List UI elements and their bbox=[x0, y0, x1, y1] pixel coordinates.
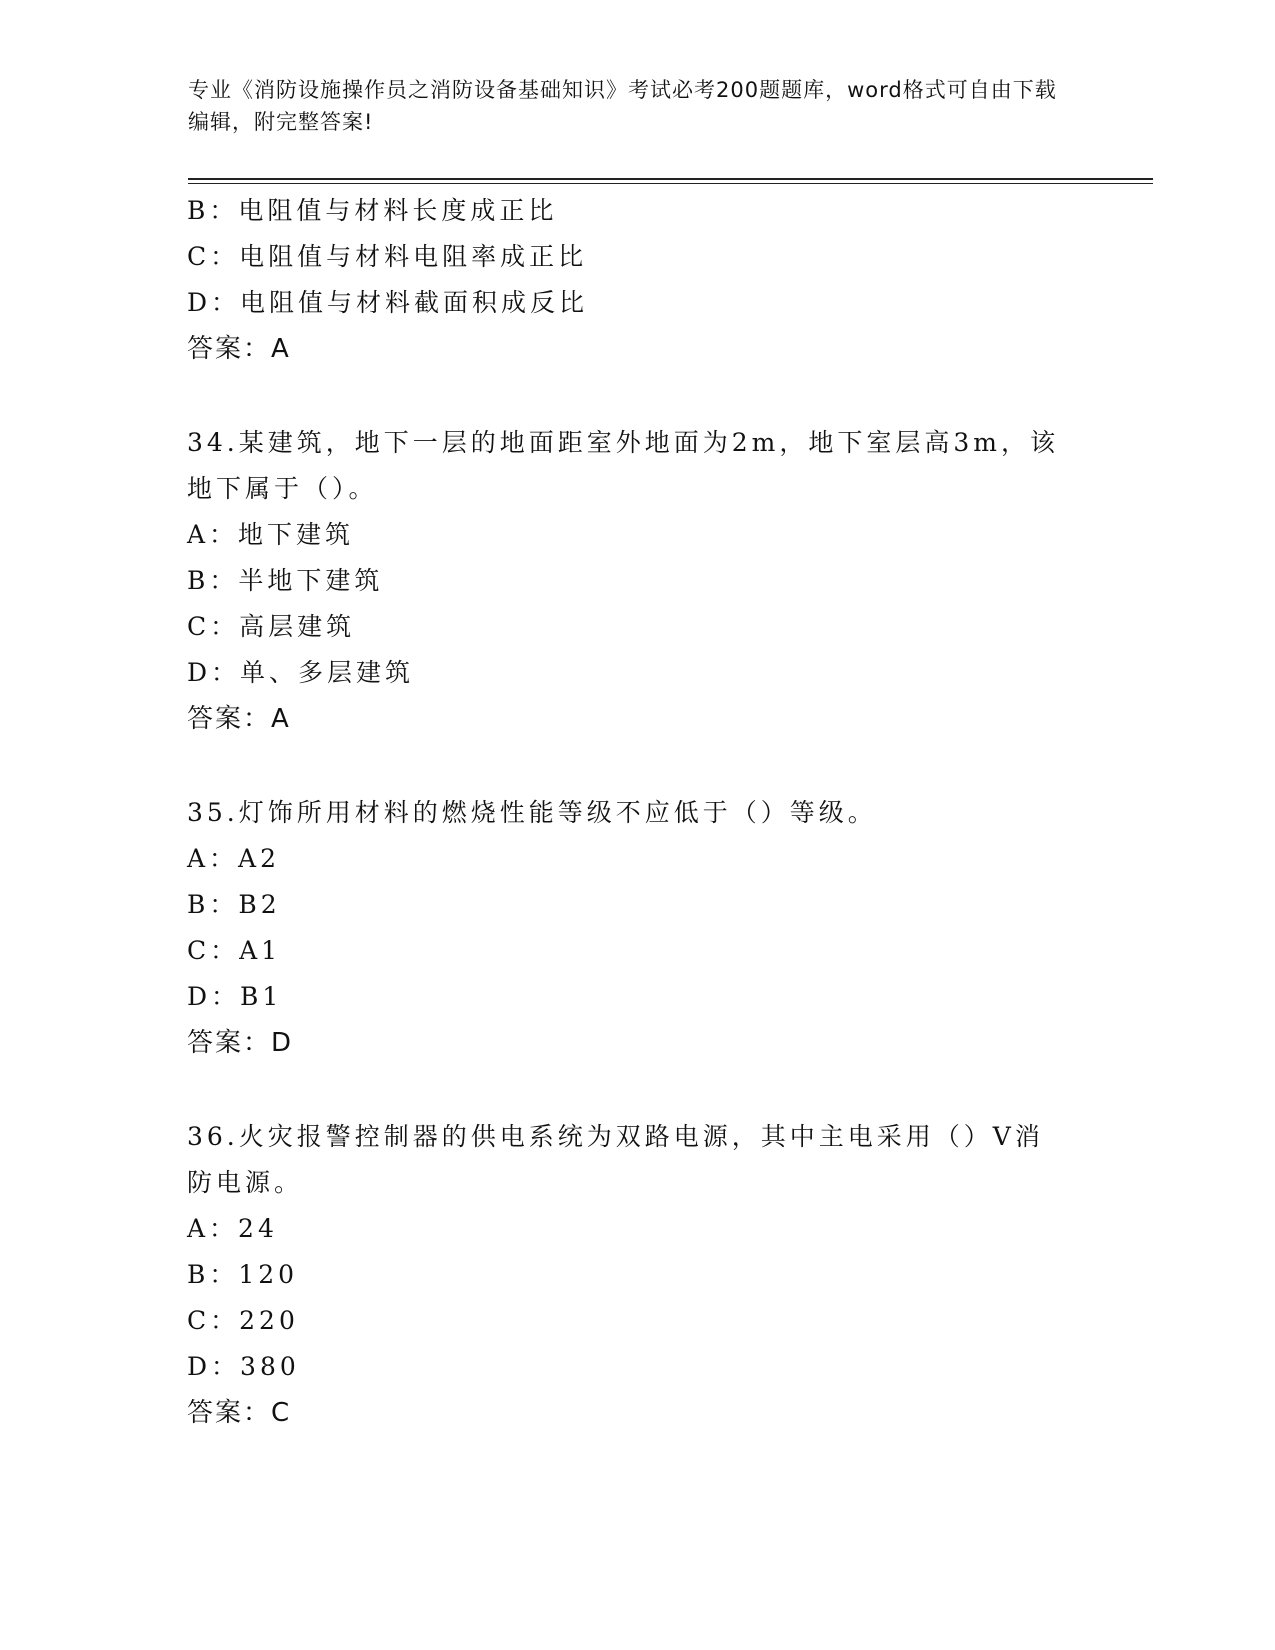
option-d: D：单、多层建筑 bbox=[187, 658, 415, 687]
option-d: D：380 bbox=[187, 1352, 300, 1381]
option-c: C：220 bbox=[187, 1306, 299, 1335]
header-rule-thin bbox=[188, 183, 1153, 184]
answer: 答案：A bbox=[187, 334, 291, 364]
option-c: C：电阻值与材料电阻率成正比 bbox=[187, 242, 588, 271]
question-33-continued bbox=[187, 188, 1087, 372]
option-a: A：地下建筑 bbox=[187, 520, 355, 549]
option-b: B：B2 bbox=[187, 890, 281, 919]
spacer bbox=[187, 742, 1087, 790]
question-text: 36.火灾报警控制器的供电系统为双路电源，其中主电采用（）V消防电源。 bbox=[187, 1122, 1044, 1197]
question-list bbox=[187, 188, 1087, 1436]
question-text: 35.灯饰所用材料的燃烧性能等级不应低于（）等级。 bbox=[187, 798, 877, 827]
answer: 答案：C bbox=[187, 1398, 292, 1428]
document-header: 专业《消防设施操作员之消防设备基础知识》考试必考200题题库，word格式可自由下载编辑，附完整答案! bbox=[188, 78, 1057, 134]
option-a: A：24 bbox=[187, 1214, 278, 1243]
option-b: B：半地下建筑 bbox=[187, 566, 384, 595]
header-rule-thick bbox=[188, 178, 1153, 180]
question-34 bbox=[187, 420, 1087, 742]
option-c: C：A1 bbox=[187, 936, 282, 965]
answer: 答案：D bbox=[187, 1028, 294, 1058]
question-36 bbox=[187, 1114, 1087, 1436]
option-c: C：高层建筑 bbox=[187, 612, 356, 641]
question-35 bbox=[187, 790, 1087, 1066]
option-d: D：B1 bbox=[187, 982, 283, 1011]
spacer bbox=[187, 1066, 1087, 1114]
answer: 答案：A bbox=[187, 704, 291, 734]
option-b: B：120 bbox=[187, 1260, 299, 1289]
option-b: B：电阻值与材料长度成正比 bbox=[187, 196, 558, 225]
question-text: 34.某建筑，地下一层的地面距室外地面为2m，地下室层高3m，该地下属于（）。 bbox=[187, 428, 1059, 503]
spacer bbox=[187, 372, 1087, 420]
option-a: A：A2 bbox=[187, 844, 281, 873]
option-d: D：电阻值与材料截面积成反比 bbox=[187, 288, 589, 317]
